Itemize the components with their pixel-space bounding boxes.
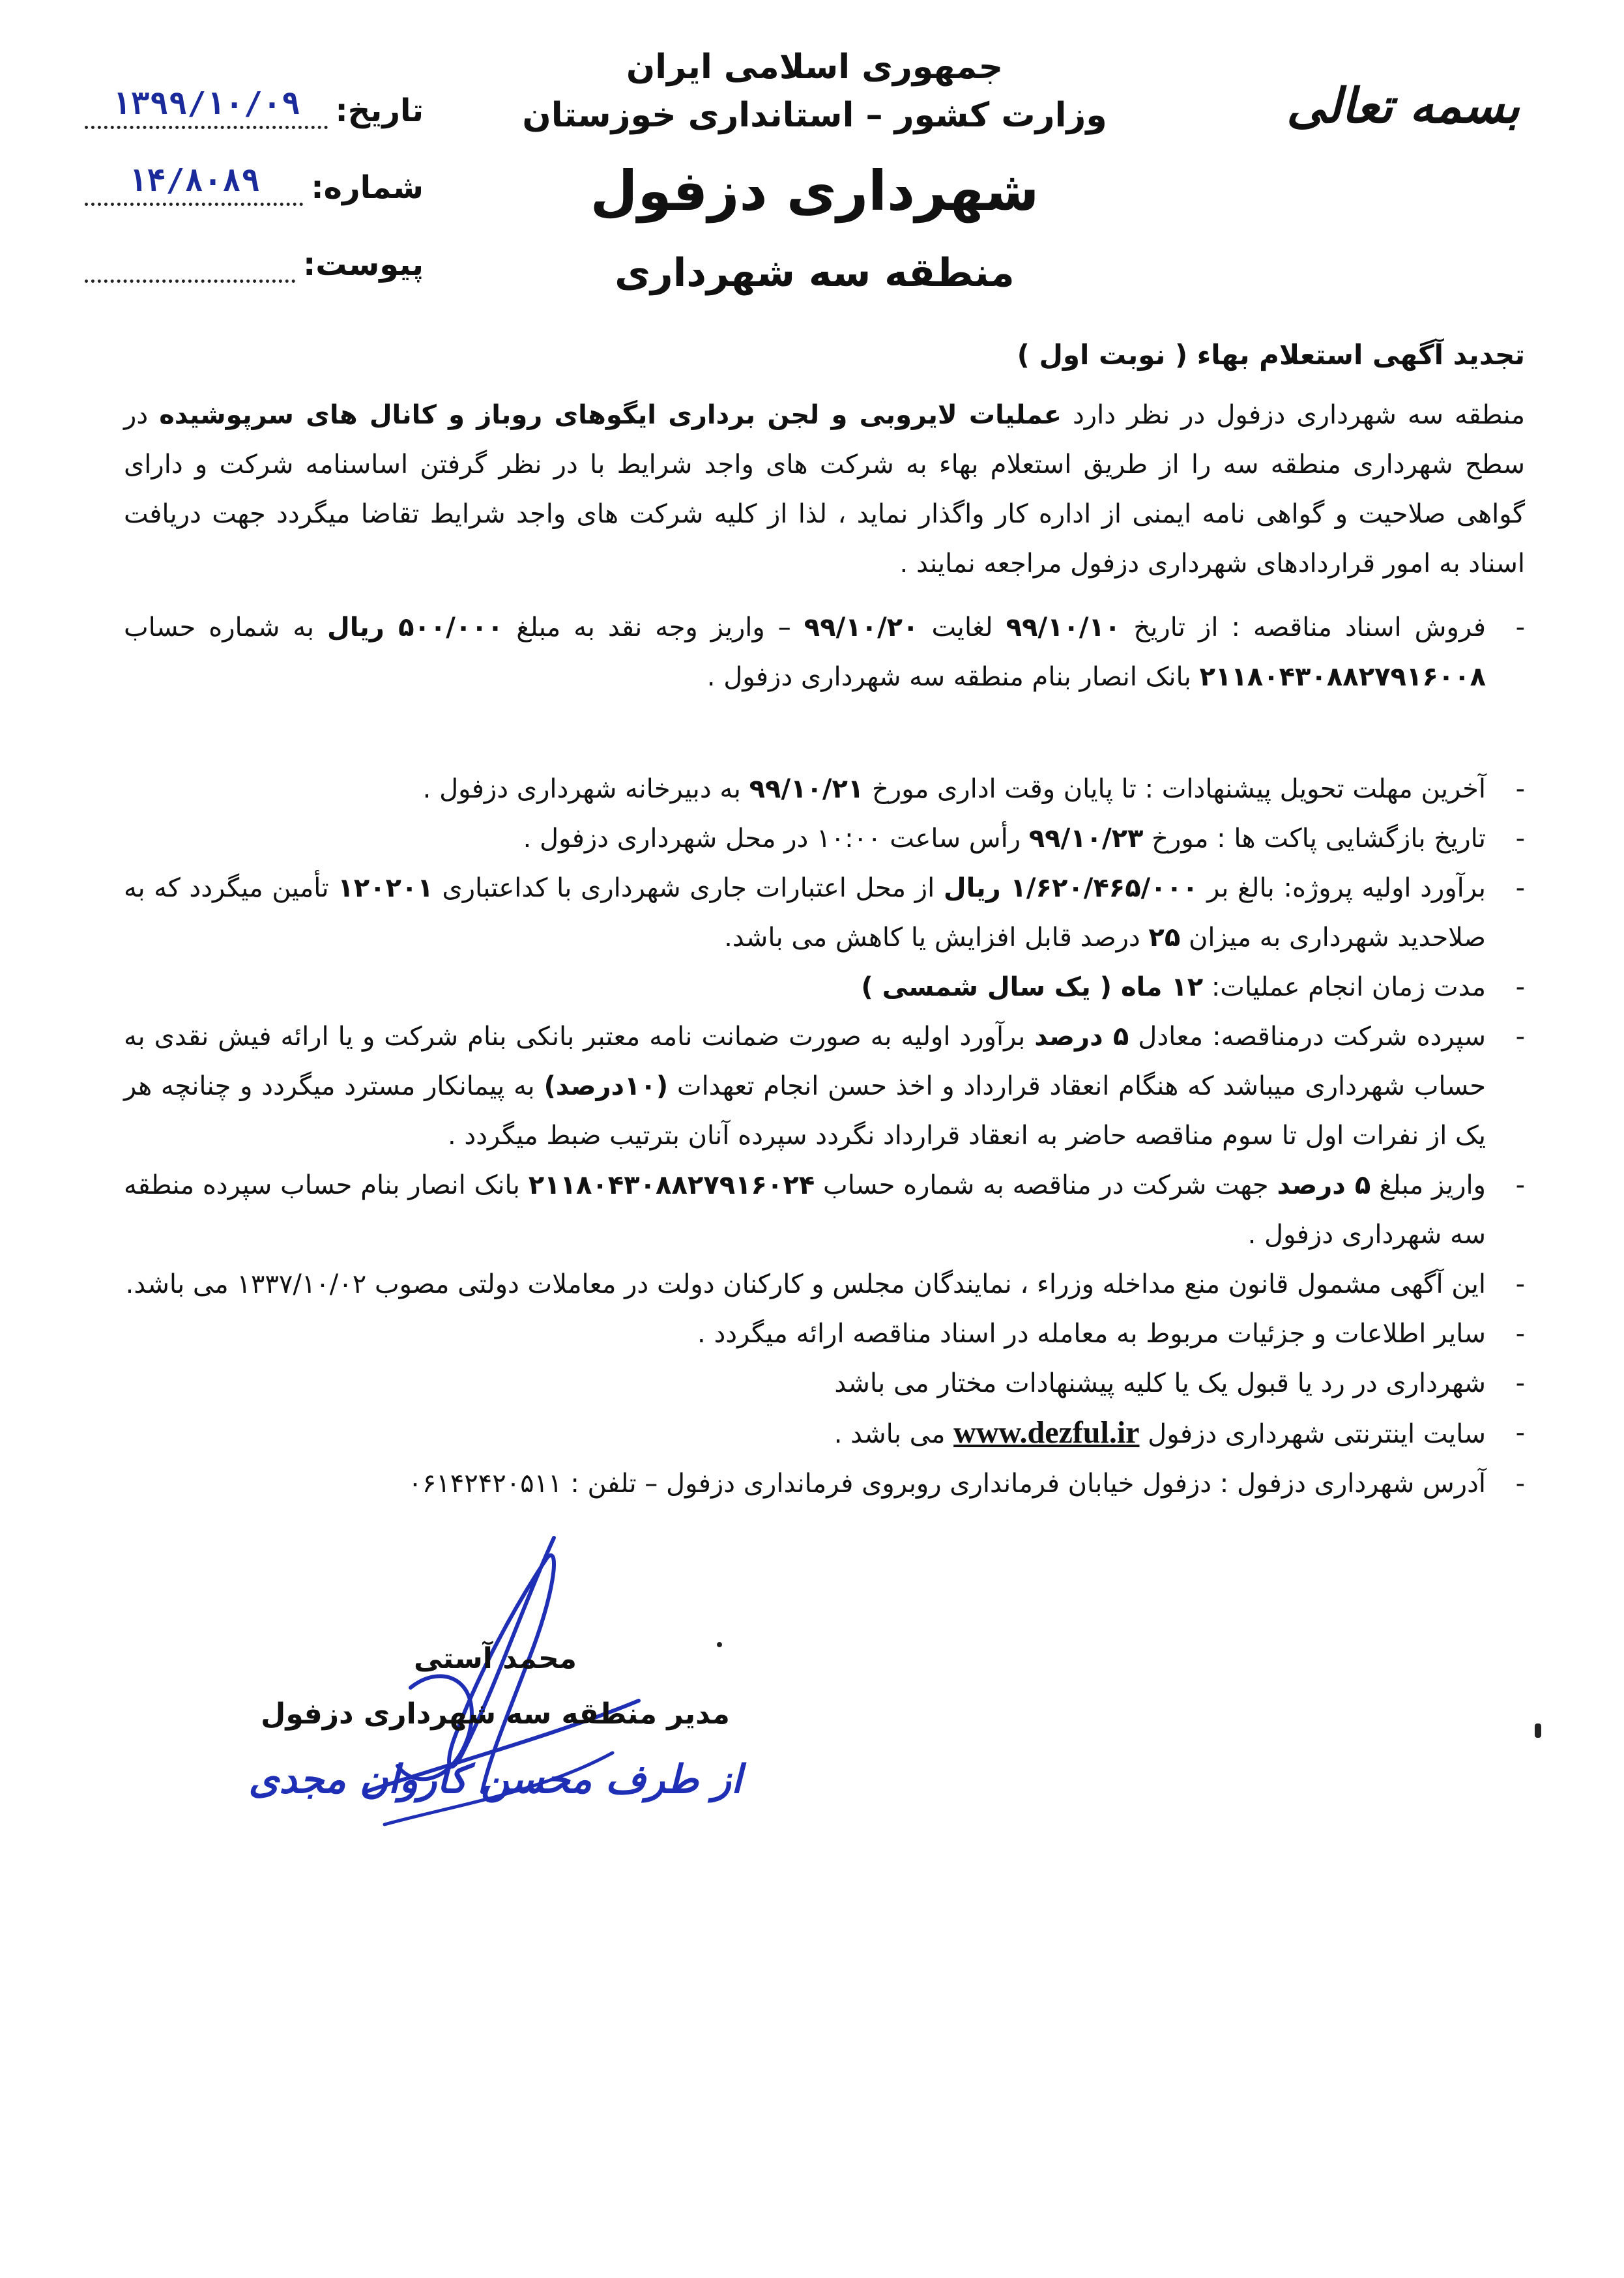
sale-text: لغایت — [918, 613, 1006, 642]
performance-percent: (۱۰درصد) — [544, 1071, 669, 1101]
organization-title: شهرداری دزفول — [590, 159, 1039, 223]
attachment-row — [85, 206, 424, 283]
deposit-text: سپرده شرکت درمناقصه: معادل — [1129, 1022, 1486, 1052]
duration-text: مدت زمان انجام عملیات: — [1203, 972, 1486, 1002]
estimate-text: برآورد اولیه پروژه: بالغ بر — [1198, 873, 1486, 903]
list-item-estimate — [124, 863, 1525, 962]
duration-value: ۱۲ ماه ( یک سال شمسی ) — [861, 972, 1204, 1002]
list-item-opening — [124, 814, 1525, 863]
attachment-value — [85, 276, 295, 283]
district-title: منطقه سه شهرداری — [615, 250, 1015, 296]
list-item-deadline — [124, 764, 1525, 814]
number-row — [85, 129, 424, 206]
payment-text: بانک انصار بنام حساب سپرده منطقه سه شهرداری دزفول . — [124, 1170, 1486, 1250]
list-item-website — [124, 1408, 1525, 1459]
payment-text: واریز مبلغ — [1370, 1170, 1486, 1200]
deposit-percent: ۵ درصد — [1034, 1022, 1129, 1052]
sale-text: بانک انصار بنام منطقه سه شهرداری دزفول . — [706, 662, 1200, 692]
on-behalf-note: از طرف محسن کاروان مجدی — [248, 1757, 742, 1802]
signature-block — [248, 1642, 743, 1802]
deposit-text: به پیمانکار مسترد میگردد و چنانچه هر یک از نفرات اول تا سوم مناقصه حاضر به انعقاد قرارداد نگردد سپرده آنان بترتیب ضبط میگردد . — [124, 1071, 1486, 1151]
notice-intro — [124, 390, 1525, 588]
ministry-line: وزارت کشور – استانداری خوزستان — [522, 95, 1107, 135]
estimate-amount: ۱/۶۲۰/۴۶۵/۰۰۰ ریال — [943, 873, 1198, 903]
deposit-text: برآورد اولیه به صورت ضمانت نامه معتبر بانکی بنام شرکت و یا ارائه فیش نقدی به حساب شهرداری میباشد که هنگام انعقاد قرارداد و اخذ حسن انجام تعهدات — [124, 1022, 1486, 1101]
notice-body — [124, 339, 1525, 1508]
notice-items — [124, 603, 1525, 1508]
deadline-date: ۹۹/۱۰/۲۱ — [749, 774, 864, 804]
number-value: ۱۴/۸۰۸۹ — [85, 162, 303, 206]
signer-name: محمد آستی — [413, 1642, 577, 1675]
notice-title: تجدید آگهی استعلام بهاء ( نوبت اول ) — [1017, 339, 1525, 371]
opening-text: رأس ساعت ۱۰:۰۰ در محل شهرداری دزفول . — [523, 824, 1029, 854]
estimate-text: درصد قابل افزایش یا کاهش می باشد. — [724, 923, 1149, 953]
signer-role: مدیر منطقه سه شهرداری دزفول — [261, 1697, 730, 1731]
list-item-rights: - شهرداری در رد یا قبول یک یا کلیه پیشنهادات مختار می باشد — [124, 1359, 1525, 1408]
website-text: می باشد . — [834, 1419, 954, 1449]
sale-amount: ۵۰۰/۰۰۰ ریال — [327, 613, 504, 642]
letter-meta — [85, 52, 424, 283]
list-item-law: - این آگهی مشمول قانون منع مداخله وزراء ، نمایندگان مجلس و کارکنان دولت در معاملات دولتی مصوب ۱۳۳۷/۱۰/۰۲ می باشد. — [124, 1260, 1525, 1309]
attachment-label: پیوست: — [303, 246, 424, 283]
payment-percent: ۵ درصد — [1277, 1170, 1371, 1200]
list-item-duration — [124, 962, 1525, 1012]
bismillah-heading: بسمه تعالی — [1286, 78, 1520, 134]
opening-date: ۹۹/۱۰/۲۳ — [1028, 824, 1144, 854]
website-text: سایت اینترنتی شهرداری دزفول — [1139, 1419, 1486, 1449]
date-label: تاریخ: — [335, 93, 424, 129]
ink-mark — [1535, 1723, 1541, 1738]
list-item-deposit — [124, 1012, 1525, 1161]
sale-text: – واریز وجه نقد به مبلغ — [503, 613, 804, 642]
estimate-text: از محل اعتبارات جاری شهرداری با کداعتباری — [433, 873, 944, 903]
sale-end-date: ۹۹/۱۰/۲۰ — [804, 613, 919, 642]
estimate-text: تأمین میگردد که به صلاحدید شهرداری به میزان — [124, 873, 1486, 953]
ink-dot — [717, 1642, 722, 1647]
intro-text-rest: در سطح شهرداری منطقه سه را از طریق استعلام بهاء به شرکت های واجد شرایط با در نظر گرفتن اساسنامه شرکت و دارای گواهی صلاحیت و گواهی نامه ایمنی از اداره کار واگذار نماید ، لذا از کلیه شرکت های واجد شرایط تقاضا میگردد جهت دریافت اسناد به امور قراردادهای شهرداری دزفول مراجعه نمایند . — [124, 400, 1525, 579]
estimate-percent: ۲۵ — [1148, 923, 1181, 953]
list-item-other-info: - سایر اطلاعات و جزئیات مربوط به معامله در اسناد مناقصه ارائه میگردد . — [124, 1309, 1525, 1359]
payment-account-number: ۲۱۱۸۰۴۳۰۸۸۲۷۹۱۶۰۲۴ — [528, 1170, 815, 1200]
sale-text: به شماره حساب — [124, 613, 328, 642]
letterhead — [456, 46, 1173, 298]
sale-text: فروش اسناد مناقصه : از تاریخ — [1120, 613, 1486, 642]
payment-text: جهت شرکت در مناقصه به شماره حساب — [815, 1170, 1277, 1200]
country-line: جمهوری اسلامی ایران — [626, 48, 1004, 87]
budget-code: ۱۲۰۲۰۱ — [338, 873, 433, 903]
sale-start-date: ۹۹/۱۰/۱۰ — [1006, 613, 1121, 642]
number-label: شماره: — [311, 169, 424, 206]
list-item-address: - آدرس شهرداری دزفول : دزفول خیابان فرمانداری روبروی فرمانداری دزفول – تلفن : ۰۶۱۴۲۴۲۰۵۱۱ — [124, 1459, 1525, 1508]
list-item-sale — [124, 603, 1525, 702]
date-value: ۱۳۹۹/۱۰/۰۹ — [85, 85, 328, 129]
opening-text: تاریخ بازگشایی پاکت ها : مورخ — [1143, 824, 1486, 854]
intro-subject: عملیات لایروبی و لجن برداری ایگوهای روباز و کانال های سرپوشیده — [159, 400, 1062, 430]
website-link[interactable]: www.dezful.ir — [953, 1415, 1140, 1450]
intro-text: منطقه سه شهرداری دزفول در نظر دارد — [1061, 400, 1526, 430]
deadline-text: آخرین مهلت تحویل پیشنهادات : تا پایان وقت اداری مورخ — [863, 774, 1486, 804]
sale-account-number: ۲۱۱۸۰۴۳۰۸۸۲۷۹۱۶۰۰۸ — [1199, 662, 1486, 692]
deadline-text: به دبیرخانه شهرداری دزفول . — [422, 774, 749, 804]
list-item-payment — [124, 1161, 1525, 1260]
date-row — [85, 52, 424, 129]
